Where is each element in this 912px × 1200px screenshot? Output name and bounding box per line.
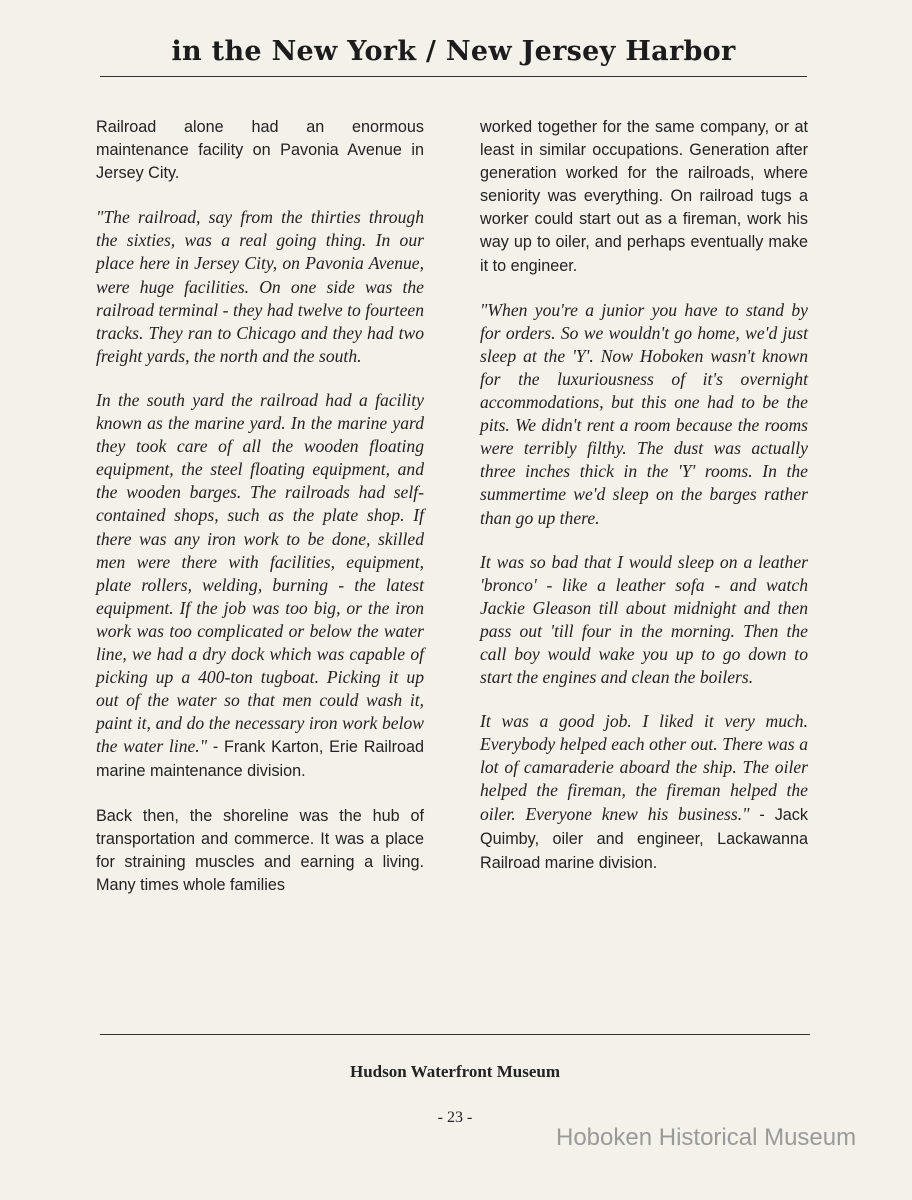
left-paragraph-3 xyxy=(96,389,424,784)
right-paragraph-4 xyxy=(480,710,808,875)
footer-museum-name: Hudson Waterfront Museum xyxy=(349,1062,560,1081)
watermark: Hoboken Historical Museum xyxy=(556,1124,857,1151)
right-paragraph-2: "When you're a junior you have to stand by for orders. So we wouldn't go home, we'd just sleep at the 'Y'. Now Hoboken wasn't known for the luxuriousness of it's overnight accommodations, but this one had to be the pits. We didn't rent a room because the rooms were terribly filthy. The dust was actually three inches thick in the 'Y' rooms. In the summertime we'd sleep on the barges rather than go up there. xyxy=(480,299,808,528)
page-header-title: in the New York / New Jersey Harbor xyxy=(171,36,736,67)
left-column xyxy=(96,116,424,918)
left-paragraph-3-attribution: - Frank Karton, Erie Railroad marine maintenance division. xyxy=(96,738,424,781)
left-paragraph-3-quote: In the south yard the railroad had a facility known as the marine yard. In the marine yard they took care of all the wooden floating equipment, the steel floating equipment, and the wooden barges. The railroads had self-contained shops, such as the plate shop. If there was any iron work to be done, skilled men were there with facilities, equipment, plate rollers, welding, burning - the latest equipment. If the job was too big, or the iron work was too complicated or below the water line, we had a dry dock which was capable of picking up a 400-ton tugboat. Picking it up out of the water so that men could wash it, paint it, and do the necessary iron work below the water line." xyxy=(96,389,424,757)
footer-divider xyxy=(100,1034,810,1035)
left-paragraph-1: Railroad alone had an enormous maintenance facility on Pavonia Avenue in Jersey City. xyxy=(96,118,424,183)
left-paragraph-2: "The railroad, say from the thirties through the sixties, was a real going thing. In our place here in Jersey City, on Pavonia Avenue, were huge facilities. On one side was the railroad terminal - they had twelve to fourteen tracks. They ran to Chicago and they had two freight yards, the north and the south. xyxy=(96,207,424,366)
left-paragraph-4: Back then, the shoreline was the hub of transportation and commerce. It was a place for straining muscles and earning a living. Many times whole families xyxy=(96,806,424,894)
right-paragraph-1: worked together for the same company, or at least in similar occupations. Generation after generation worked for the railroads, where seniority was everything. On railroad tugs a worker could start out as a fireman, work his way up to oiler, and perhaps eventually make it to engineer. xyxy=(480,118,808,275)
right-paragraph-3: It was so bad that I would sleep on a leather 'bronco' - like a leather sofa - and watch Jackie Gleason till about midnight and then pass out 'till four in the morning. Then the call boy would wake you up to go down to start the engines and clean the boilers. xyxy=(480,551,808,688)
page-number: - 23 - xyxy=(437,1109,473,1126)
right-column xyxy=(480,116,808,896)
header-divider xyxy=(100,76,807,77)
right-paragraph-4-attribution: - Jack Quimby, oiler and engineer, Lackawanna Railroad marine division. xyxy=(480,805,808,872)
right-paragraph-4-quote: It was a good job. I liked it very much. Everybody helped each other out. There was a lot of camaraderie aboard the ship. The oiler helped the fireman, the fireman helped the oiler. Everyone knew his business." xyxy=(480,711,808,824)
